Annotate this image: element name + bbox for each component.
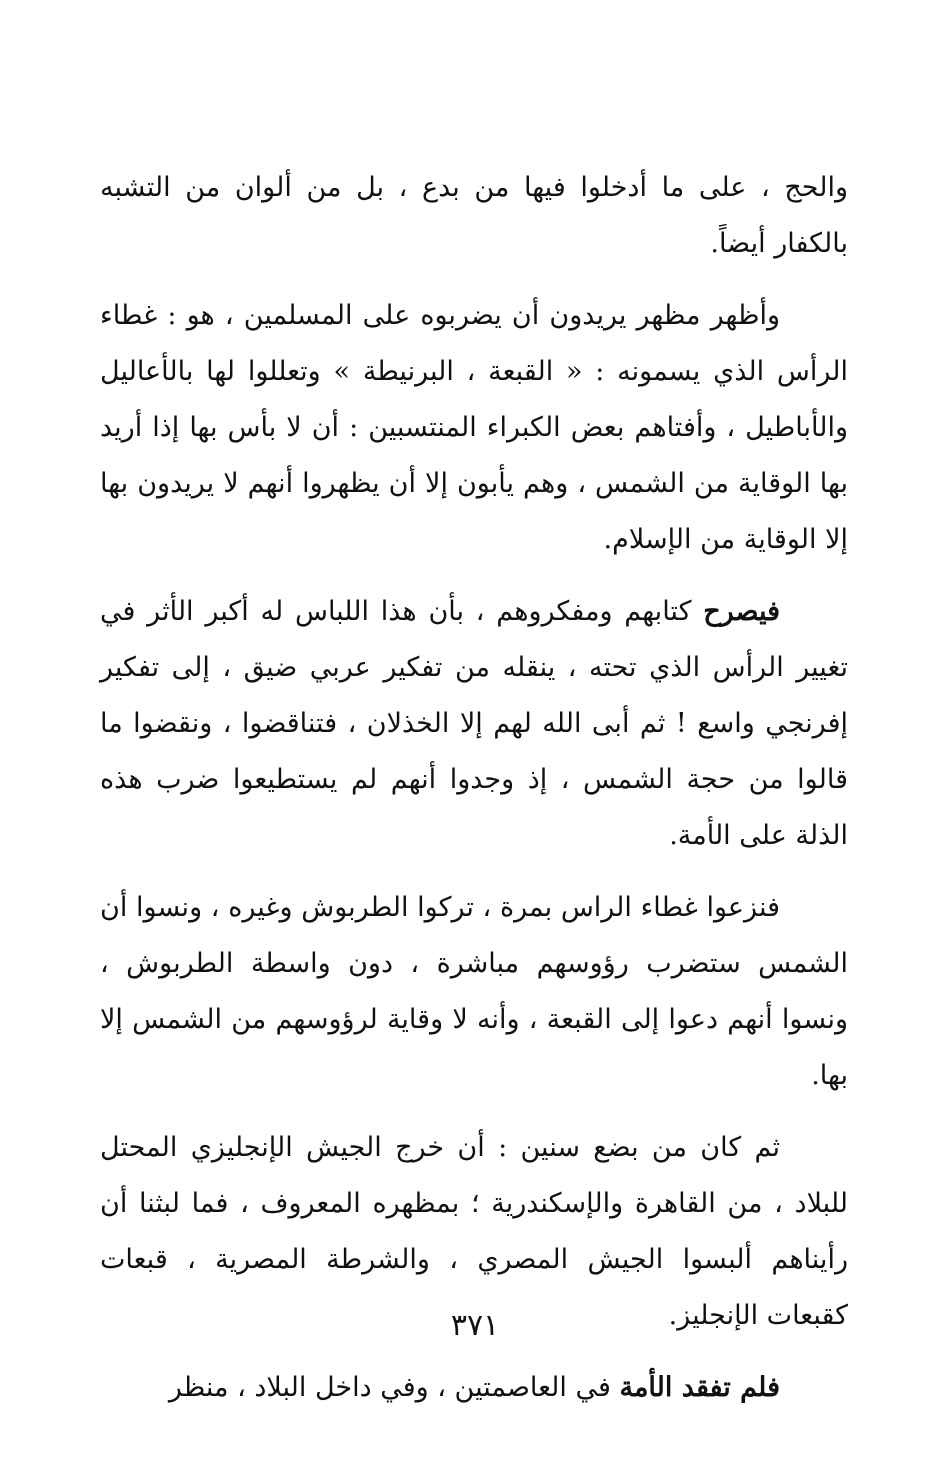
paragraph-2	[100, 288, 848, 568]
paragraph-text: فنزعوا غطاء الراس بمرة ، تركوا الطربوش وغيره ، ونسوا أن الشمس ستضرب رؤوسهم مباشرة ، دون واسطة الطربوش ، ونسوا أنهم دعوا إلى القبعة ، وأنه لا وقاية لرؤوسهم من الشمس إلا بها.	[100, 892, 848, 1091]
paragraph-text: وأظهر مظهر يريدون أن يضربوه على المسلمين ، هو : غطاء الرأس الذي يسمونه : « القبعة ، البرنيطة » وتعللوا لها بالأعاليل والأباطيل ، وأفتاهم بعض الكبراء المنتسبين : أن لا بأس بها إذا أريد بها الوقاية من الشمس ، وهم يأبون إلا أن يظهروا أنهم لا يريدون بها إلا الوقاية من الإسلام.	[100, 300, 848, 555]
paragraph-1	[100, 160, 848, 272]
paragraph-text: كتابهم ومفكروهم ، بأن هذا اللباس له أكبر الأثر في تغيير الرأس الذي تحته ، ينقله من تفكير عربي ضيق ، إلى تفكير إفرنجي واسع ! ثم أبى الله لهم إلا الخذلان ، فتناقضوا ، ونقضوا ما قالوا من حجة الشمس ، إذ وجدوا أنهم لم يستطيعوا ضرب هذه الذلة على الأمة.	[100, 596, 848, 851]
paragraph-3	[100, 584, 848, 864]
paragraph-text: في العاصمتين ، وفي داخل البلاد ، منظر	[168, 1372, 620, 1403]
page-number: ٣٧١	[450, 1308, 500, 1343]
paragraph-text: ثم كان من بضع سنين : أن خرج الجيش الإنجليزي المحتل للبلاد ، من القاهرة والإسكندرية ؛ بمظهره المعروف ، فما لبثنا أن رأيناهم ألبسوا الجيش المصري ، والشرطة المصرية ، قبعات كقبعات الإنجليز.	[100, 1132, 848, 1331]
paragraph-lead: فيصرح	[703, 596, 780, 627]
paragraph-4	[100, 880, 848, 1104]
page-body	[100, 160, 848, 1432]
paragraph-lead: فلم تفقد الأمة	[619, 1372, 780, 1403]
paragraph-6	[100, 1360, 848, 1416]
paragraph-text: والحج ، على ما أدخلوا فيها من بدع ، بل من ألوان من التشبه بالكفار أيضاً.	[100, 172, 848, 259]
